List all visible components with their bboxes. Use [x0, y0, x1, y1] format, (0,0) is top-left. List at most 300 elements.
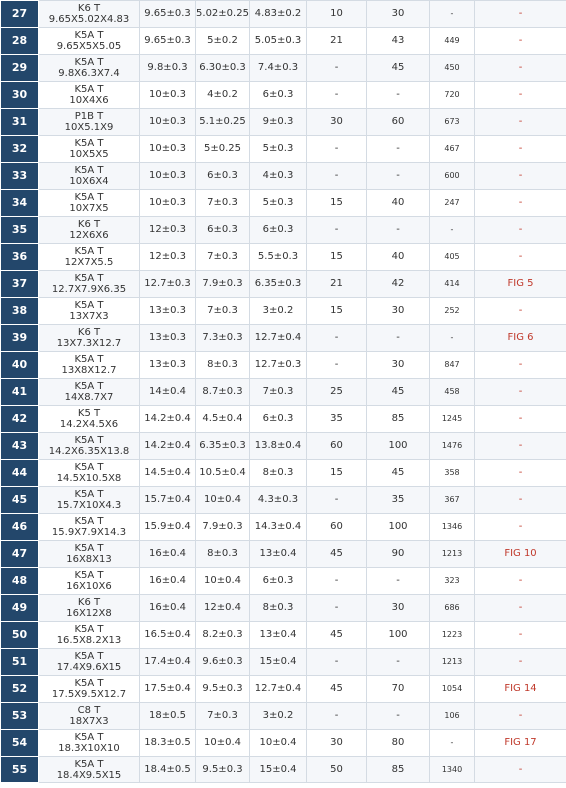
- dimension-c: 5.05±0.3: [250, 28, 307, 55]
- dimension-c: 8±0.3: [250, 595, 307, 622]
- dimension-b: 8.2±0.3: [196, 622, 250, 649]
- dimension-b: 7±0.3: [196, 190, 250, 217]
- table-row: [1, 379, 566, 406]
- part-type: K5A T: [74, 489, 104, 500]
- code-value: 106: [430, 703, 475, 730]
- part-name: [39, 163, 140, 190]
- dimension-b: 9.6±0.3: [196, 649, 250, 676]
- row-number: 41: [1, 379, 39, 406]
- dimension-b: 5.02±0.25: [196, 1, 250, 28]
- part-type: K5A T: [74, 354, 104, 365]
- dimension-b: 4±0.2: [196, 82, 250, 109]
- dimension-b: 7.3±0.3: [196, 325, 250, 352]
- part-name: [39, 595, 140, 622]
- dimension-c: 5.5±0.3: [250, 244, 307, 271]
- part-name: [39, 379, 140, 406]
- value-2: 100: [367, 433, 430, 460]
- value-1: 15: [307, 298, 367, 325]
- part-name: [39, 1, 140, 28]
- value-1: -: [307, 487, 367, 514]
- table-row: [1, 676, 566, 703]
- value-2: -: [367, 82, 430, 109]
- value-2: 80: [367, 730, 430, 757]
- value-2: 30: [367, 298, 430, 325]
- dimension-c: 12.7±0.4: [250, 676, 307, 703]
- dimension-c: 10±0.4: [250, 730, 307, 757]
- part-name: [39, 190, 140, 217]
- table-row: [1, 514, 566, 541]
- part-name: [39, 217, 140, 244]
- figure-ref: -: [475, 136, 566, 163]
- part-size: 18.4X9.5X15: [56, 769, 122, 781]
- row-number: 47: [1, 541, 39, 568]
- part-type: K6 T: [77, 3, 101, 14]
- table-row: [1, 163, 566, 190]
- part-size: 13X8X12.7: [61, 365, 117, 376]
- row-number: 39: [1, 325, 39, 352]
- part-name: [39, 514, 140, 541]
- dimension-c: 5±0.3: [250, 136, 307, 163]
- part-size: 13X7.3X12.7: [56, 338, 122, 349]
- dimension-b: 5±0.25: [196, 136, 250, 163]
- code-value: 450: [430, 55, 475, 82]
- figure-ref: -: [475, 622, 566, 649]
- dimension-b: 7±0.3: [196, 298, 250, 325]
- dimension-c: 4.3±0.3: [250, 487, 307, 514]
- dimension-a: 14±0.4: [140, 379, 196, 406]
- part-type: K5A T: [74, 462, 104, 473]
- figure-ref: -: [475, 379, 566, 406]
- value-2: 45: [367, 55, 430, 82]
- part-size: 14X8.7X7: [64, 392, 114, 403]
- value-2: 85: [367, 406, 430, 433]
- part-size: 10X4X6: [69, 95, 109, 106]
- row-number: 43: [1, 433, 39, 460]
- figure-ref: -: [475, 55, 566, 82]
- table-row: [1, 649, 566, 676]
- table-row: [1, 244, 566, 271]
- value-1: 21: [307, 28, 367, 55]
- table-row: [1, 82, 566, 109]
- figure-ref: -: [475, 352, 566, 379]
- dimension-c: 14.3±0.4: [250, 514, 307, 541]
- dimension-c: 12.7±0.3: [250, 352, 307, 379]
- part-type: K5 T: [77, 408, 101, 419]
- table-row: [1, 217, 566, 244]
- value-1: -: [307, 325, 367, 352]
- code-value: 467: [430, 136, 475, 163]
- code-value: 247: [430, 190, 475, 217]
- dimension-c: 6±0.3: [250, 568, 307, 595]
- value-2: 70: [367, 676, 430, 703]
- figure-ref: -: [475, 298, 566, 325]
- value-2: 40: [367, 190, 430, 217]
- figure-ref: -: [475, 163, 566, 190]
- code-value: 720: [430, 82, 475, 109]
- value-1: 60: [307, 514, 367, 541]
- table-row: [1, 406, 566, 433]
- dimension-b: 10±0.4: [196, 730, 250, 757]
- part-type: K5A T: [74, 678, 104, 689]
- part-name: [39, 271, 140, 298]
- part-size: 15.9X7.9X14.3: [51, 527, 127, 538]
- table-row: [1, 730, 566, 757]
- row-number: 50: [1, 622, 39, 649]
- dimension-a: 13±0.3: [140, 352, 196, 379]
- part-size: 12.7X7.9X6.35: [51, 284, 127, 295]
- part-name: [39, 622, 140, 649]
- part-name: [39, 568, 140, 595]
- row-number: 32: [1, 136, 39, 163]
- code-value: 367: [430, 487, 475, 514]
- figure-ref: -: [475, 595, 566, 622]
- part-size: 10X7X5: [69, 203, 109, 214]
- dimension-c: 6±0.3: [250, 82, 307, 109]
- part-name: [39, 55, 140, 82]
- part-size: 16X12X8: [66, 608, 112, 619]
- part-size: 10X5.1X9: [64, 122, 114, 133]
- dimension-a: 10±0.3: [140, 163, 196, 190]
- code-value: 600: [430, 163, 475, 190]
- table-row: [1, 190, 566, 217]
- row-number: 28: [1, 28, 39, 55]
- part-size: 10X6X4: [69, 176, 109, 187]
- dimension-a: 12±0.3: [140, 244, 196, 271]
- row-number: 35: [1, 217, 39, 244]
- code-value: 1213: [430, 649, 475, 676]
- part-type: K5A T: [74, 246, 104, 257]
- part-name: [39, 757, 140, 783]
- part-name: [39, 406, 140, 433]
- code-value: -: [430, 325, 475, 352]
- value-1: -: [307, 649, 367, 676]
- table-row: [1, 109, 566, 136]
- row-number: 37: [1, 271, 39, 298]
- value-1: -: [307, 352, 367, 379]
- value-1: 25: [307, 379, 367, 406]
- dimension-c: 9±0.3: [250, 109, 307, 136]
- dimension-b: 10±0.4: [196, 487, 250, 514]
- dimension-b: 9.5±0.3: [196, 757, 250, 783]
- row-number: 42: [1, 406, 39, 433]
- part-name: [39, 703, 140, 730]
- dimension-a: 14.2±0.4: [140, 406, 196, 433]
- code-value: -: [430, 1, 475, 28]
- figure-ref: -: [475, 649, 566, 676]
- table-row: [1, 136, 566, 163]
- row-number: 45: [1, 487, 39, 514]
- dimension-a: 10±0.3: [140, 190, 196, 217]
- value-1: 30: [307, 730, 367, 757]
- value-2: 30: [367, 1, 430, 28]
- part-type: K5A T: [74, 516, 104, 527]
- value-2: 60: [367, 109, 430, 136]
- row-number: 53: [1, 703, 39, 730]
- value-2: -: [367, 163, 430, 190]
- code-value: 1340: [430, 757, 475, 783]
- dimension-a: 9.65±0.3: [140, 1, 196, 28]
- part-type: K5A T: [74, 435, 104, 446]
- figure-ref: -: [475, 568, 566, 595]
- value-2: 90: [367, 541, 430, 568]
- dimension-b: 7.9±0.3: [196, 514, 250, 541]
- part-name: [39, 136, 140, 163]
- code-value: -: [430, 217, 475, 244]
- figure-ref: -: [475, 82, 566, 109]
- value-2: 45: [367, 460, 430, 487]
- dimension-a: 13±0.3: [140, 298, 196, 325]
- dimension-c: 13.8±0.4: [250, 433, 307, 460]
- figure-ref: -: [475, 244, 566, 271]
- part-name: [39, 82, 140, 109]
- figure-ref: -: [475, 757, 566, 783]
- dimension-c: 15±0.4: [250, 649, 307, 676]
- part-name: [39, 649, 140, 676]
- dimension-b: 8±0.3: [196, 352, 250, 379]
- dimension-c: 6±0.3: [250, 217, 307, 244]
- dimension-a: 17.5±0.4: [140, 676, 196, 703]
- part-name: [39, 676, 140, 703]
- part-size: 18.3X10X10: [58, 743, 120, 754]
- part-size: 17.5X9.5X12.7: [51, 689, 127, 700]
- part-type: K5A T: [74, 651, 104, 662]
- code-value: 673: [430, 109, 475, 136]
- dimension-a: 16.5±0.4: [140, 622, 196, 649]
- code-value: 414: [430, 271, 475, 298]
- code-value: 1054: [430, 676, 475, 703]
- row-number: 31: [1, 109, 39, 136]
- figure-ref: -: [475, 514, 566, 541]
- figure-ref: -: [475, 1, 566, 28]
- part-type: K5A T: [74, 138, 104, 149]
- dimension-a: 10±0.3: [140, 82, 196, 109]
- dimension-c: 13±0.4: [250, 622, 307, 649]
- dimension-c: 5±0.3: [250, 190, 307, 217]
- row-number: 49: [1, 595, 39, 622]
- table-row: [1, 757, 566, 783]
- part-name: [39, 730, 140, 757]
- dimension-b: 6.35±0.3: [196, 433, 250, 460]
- dimension-c: 4±0.3: [250, 163, 307, 190]
- table-row: [1, 298, 566, 325]
- dimension-a: 10±0.3: [140, 136, 196, 163]
- row-number: 52: [1, 676, 39, 703]
- dimension-a: 10±0.3: [140, 109, 196, 136]
- code-value: -: [430, 730, 475, 757]
- value-2: 100: [367, 622, 430, 649]
- table-row: [1, 325, 566, 352]
- figure-ref: -: [475, 460, 566, 487]
- part-type: K5A T: [74, 30, 104, 41]
- row-number: 29: [1, 55, 39, 82]
- value-2: 30: [367, 352, 430, 379]
- part-type: K5A T: [74, 165, 104, 176]
- part-type: K5A T: [74, 624, 104, 635]
- value-1: -: [307, 82, 367, 109]
- table-row: [1, 28, 566, 55]
- value-2: -: [367, 649, 430, 676]
- part-type: K5A T: [74, 758, 104, 770]
- part-type: K5A T: [74, 570, 104, 581]
- code-value: 1223: [430, 622, 475, 649]
- table-row: [1, 568, 566, 595]
- code-value: 252: [430, 298, 475, 325]
- dimension-a: 9.8±0.3: [140, 55, 196, 82]
- row-number: 33: [1, 163, 39, 190]
- value-2: 85: [367, 757, 430, 783]
- dimension-b: 5±0.2: [196, 28, 250, 55]
- row-number: 44: [1, 460, 39, 487]
- value-1: 15: [307, 190, 367, 217]
- dimension-b: 10±0.4: [196, 568, 250, 595]
- row-number: 36: [1, 244, 39, 271]
- part-type: K5A T: [74, 192, 104, 203]
- part-size: 17.4X9.6X15: [56, 662, 122, 673]
- part-type: K6 T: [77, 327, 101, 338]
- table-body: [1, 1, 566, 783]
- dimension-b: 8.7±0.3: [196, 379, 250, 406]
- part-type: K5A T: [74, 381, 104, 392]
- dimension-a: 12.7±0.3: [140, 271, 196, 298]
- table-row: [1, 460, 566, 487]
- code-value: 1476: [430, 433, 475, 460]
- dimension-c: 4.83±0.2: [250, 1, 307, 28]
- part-name: [39, 325, 140, 352]
- value-1: 30: [307, 109, 367, 136]
- part-type: C8 T: [77, 705, 101, 716]
- value-1: -: [307, 55, 367, 82]
- table-row: [1, 703, 566, 730]
- dimension-b: 6.30±0.3: [196, 55, 250, 82]
- part-name: [39, 460, 140, 487]
- part-size: 16.5X8.2X13: [56, 635, 122, 646]
- table-row: [1, 433, 566, 460]
- part-name: [39, 352, 140, 379]
- code-value: 323: [430, 568, 475, 595]
- part-size: 10X5X5: [69, 149, 109, 160]
- figure-ref: FIG 6: [475, 325, 566, 352]
- dimension-a: 16±0.4: [140, 568, 196, 595]
- code-value: 458: [430, 379, 475, 406]
- part-size: 16X8X13: [66, 554, 112, 565]
- code-value: 449: [430, 28, 475, 55]
- figure-ref: FIG 10: [475, 541, 566, 568]
- part-size: 14.2X6.35X13.8: [48, 446, 130, 457]
- value-2: 30: [367, 595, 430, 622]
- value-1: 21: [307, 271, 367, 298]
- part-type: K5A T: [74, 273, 104, 284]
- dimension-b: 12±0.4: [196, 595, 250, 622]
- dimension-b: 7±0.3: [196, 703, 250, 730]
- value-1: -: [307, 163, 367, 190]
- dimension-c: 12.7±0.4: [250, 325, 307, 352]
- row-number: 51: [1, 649, 39, 676]
- row-number: 55: [1, 757, 39, 783]
- table-row: [1, 595, 566, 622]
- dimension-b: 9.5±0.3: [196, 676, 250, 703]
- part-name: [39, 298, 140, 325]
- part-size: 15.7X10X4.3: [56, 500, 122, 511]
- dimension-c: 6±0.3: [250, 406, 307, 433]
- part-size: 12X7X5.5: [64, 257, 114, 268]
- dimension-b: 6±0.3: [196, 217, 250, 244]
- figure-ref: -: [475, 190, 566, 217]
- dimension-a: 9.65±0.3: [140, 28, 196, 55]
- figure-ref: -: [475, 217, 566, 244]
- part-size: 12X6X6: [69, 230, 109, 241]
- value-2: 45: [367, 379, 430, 406]
- dimension-c: 7.4±0.3: [250, 55, 307, 82]
- value-2: -: [367, 568, 430, 595]
- code-value: 1213: [430, 541, 475, 568]
- figure-ref: -: [475, 487, 566, 514]
- part-type: K5A T: [74, 57, 104, 68]
- value-2: -: [367, 703, 430, 730]
- dimension-b: 7.9±0.3: [196, 271, 250, 298]
- part-type: K5A T: [74, 732, 104, 743]
- part-name: [39, 244, 140, 271]
- value-1: 60: [307, 433, 367, 460]
- dimension-a: 16±0.4: [140, 541, 196, 568]
- dimension-a: 16±0.4: [140, 595, 196, 622]
- value-1: 35: [307, 406, 367, 433]
- part-name: [39, 28, 140, 55]
- row-number: 46: [1, 514, 39, 541]
- dimension-c: 8±0.3: [250, 460, 307, 487]
- dimension-a: 18.4±0.5: [140, 757, 196, 783]
- table-row: [1, 55, 566, 82]
- dimension-c: 15±0.4: [250, 757, 307, 783]
- dimension-c: 3±0.2: [250, 298, 307, 325]
- row-number: 34: [1, 190, 39, 217]
- part-size: 9.65X5X5.05: [56, 41, 122, 52]
- table-row: [1, 622, 566, 649]
- part-size: 14.2X4.5X6: [59, 419, 119, 430]
- value-2: -: [367, 325, 430, 352]
- value-1: 45: [307, 676, 367, 703]
- part-type: K5A T: [74, 84, 104, 95]
- row-number: 30: [1, 82, 39, 109]
- row-number: 40: [1, 352, 39, 379]
- dimension-a: 18.3±0.5: [140, 730, 196, 757]
- part-type: K6 T: [77, 219, 101, 230]
- table-row: [1, 541, 566, 568]
- part-size: 9.8X6.3X7.4: [58, 68, 120, 79]
- table-row: [1, 487, 566, 514]
- value-1: -: [307, 595, 367, 622]
- value-1: -: [307, 703, 367, 730]
- figure-ref: FIG 5: [475, 271, 566, 298]
- part-size: 13X7X3: [69, 311, 109, 322]
- figure-ref: -: [475, 28, 566, 55]
- part-type: P1B T: [74, 111, 104, 122]
- dimension-a: 18±0.5: [140, 703, 196, 730]
- dimension-a: 17.4±0.4: [140, 649, 196, 676]
- part-size: 18X7X3: [69, 716, 109, 727]
- code-value: 358: [430, 460, 475, 487]
- value-1: 15: [307, 460, 367, 487]
- dimension-a: 15.7±0.4: [140, 487, 196, 514]
- part-name: [39, 541, 140, 568]
- value-1: 45: [307, 622, 367, 649]
- code-value: 1245: [430, 406, 475, 433]
- dimension-a: 14.5±0.4: [140, 460, 196, 487]
- code-value: 1346: [430, 514, 475, 541]
- dimension-c: 3±0.2: [250, 703, 307, 730]
- table-row: [1, 352, 566, 379]
- dimension-b: 8±0.3: [196, 541, 250, 568]
- part-type: K5A T: [74, 300, 104, 311]
